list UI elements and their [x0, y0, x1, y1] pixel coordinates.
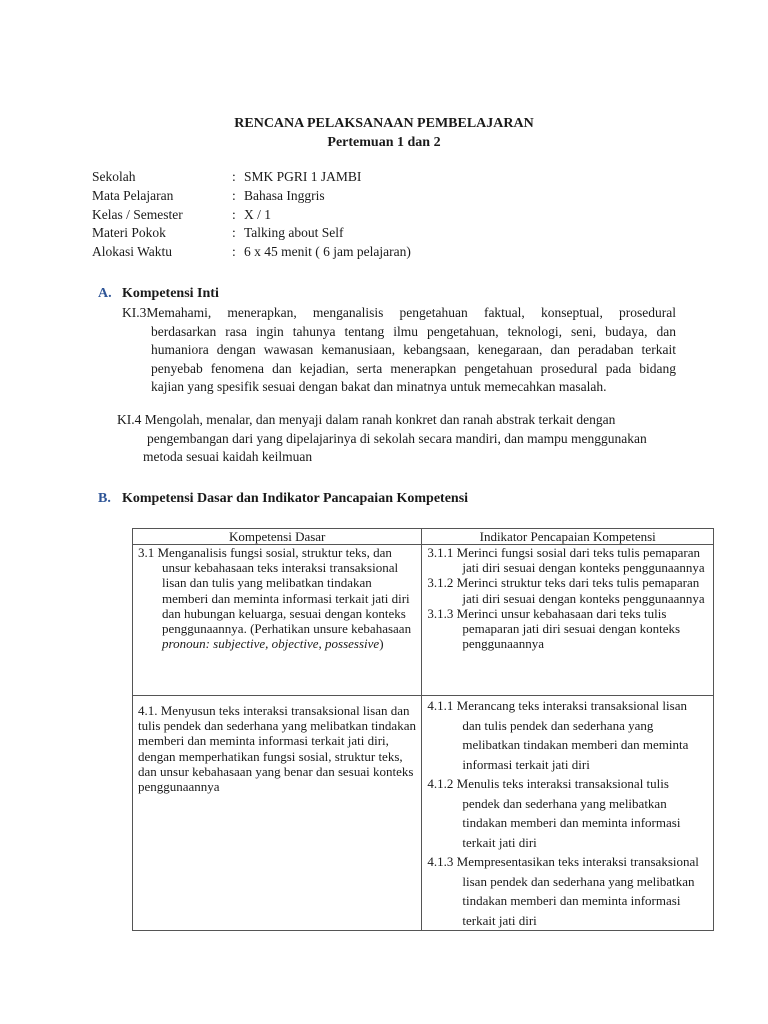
section-a-title: Kompetensi Inti — [122, 286, 219, 301]
competency-table — [132, 528, 714, 931]
info-colon: : — [232, 244, 236, 260]
info-label: Kelas / Semester — [92, 206, 183, 222]
ki3-line: berdasarkan rasa ingin tahunya tentang ilmu pengetahuan, teknologi, seni, budaya, dan — [151, 323, 676, 339]
kd-3-1-italic: pronoun: subjective, objective, possessive — [162, 636, 380, 652]
ipk-item: 4.1.1 Merancang teks interaksi transaksional lisan dan tulis pendek dan sederhana yang melibatkan tindakan memberi dan meminta informasi terkait jati diri — [427, 698, 689, 772]
ki3-line: kajian yang spesifik sesuai dengan bakat dan minatnya untuk memecahkan masalah. — [151, 379, 607, 394]
table-row — [133, 545, 714, 696]
info-label: Materi Pokok — [92, 225, 166, 241]
ipk-4-cell — [422, 696, 714, 931]
ki3-paragraph — [122, 304, 676, 397]
header-indikator: Indikator Pencapaian Kompetensi — [422, 529, 714, 545]
section-a-heading — [98, 286, 219, 302]
ki3-line: KI.3Memahami, menerapkan, menganalisis pengetahuan faktual, konseptual, prosedural — [122, 305, 676, 320]
info-colon: : — [232, 169, 236, 184]
section-b-letter: B. — [98, 491, 111, 506]
ki4-line: metoda sesuai kaidah keilmuan — [143, 449, 313, 464]
ipk-item: 3.1.3 Merinci unsur kebahasaan dari teks tulis pemaparan jati diri sesuai dengan konteks penggunaannya — [427, 605, 681, 652]
document-title: RENCANA PELAKSANAAN PEMBELAJARAN — [234, 116, 534, 131]
info-label: Mata Pelajaran — [92, 187, 174, 203]
section-a-letter: A. — [98, 286, 112, 301]
ipk-item: 4.1.2 Menulis teks interaksi transaksional tulis pendek dan sederhana yang melibatkan tindakan memberi dan meminta informasi terkait jati diri — [427, 776, 681, 850]
ki4-paragraph — [117, 411, 677, 467]
section-b-title: Kompetensi Dasar dan Indikator Pancapaian Kompetensi — [122, 491, 469, 506]
header-kompetensi-dasar: Kompetensi Dasar — [133, 529, 422, 545]
kd-4-1-text: 4.1. Menyusun teks interaksi transaksional lisan dan tulis pendek dan sederhana yang melibatkan tindakan memberi dan meminta informasi terkait jati diri, dengan memperhatikan fungsi sosial, struktur teks, dan unsur kebahasaan yang benar dan sesuai konteks penggunaannya — [138, 703, 416, 795]
table-header-row — [133, 529, 714, 545]
ki3-line: penyebab fenomena dan kejadian, serta menerapkan pengetahuan prosedural pada bidang — [151, 360, 676, 376]
info-value: SMK PGRI 1 JAMBI — [244, 169, 362, 184]
info-colon: : — [232, 206, 236, 222]
info-colon: : — [232, 225, 236, 241]
info-value: 6 x 45 menit ( 6 jam pelajaran) — [244, 244, 411, 260]
ipk-item: 3.1.2 Merinci struktur teks dari teks tulis pemaparan jati diri sesuai dengan konteks penggunaannya — [427, 575, 705, 606]
kd-3-1-closing: ) — [379, 636, 384, 652]
kd-3-1-main: 3.1 Menganalisis fungsi sosial, struktur teks, dan unsur kebahasaan teks interaksi transaksional lisan dan tulis yang melibatkan tindakan memberi dan meminta informasi terkait jati diri dan hubungan keluarga, sesuai dengan konteks penggunaannya. (Perhatikan unsure kebahasaan — [138, 545, 412, 637]
info-colon: : — [232, 187, 236, 203]
info-value: Bahasa Inggris — [244, 187, 325, 203]
ki4-line: KI.4 Mengolah, menalar, dan menyaji dalam ranah konkret dan ranah abstrak terkait dengan — [117, 412, 616, 427]
ipk-item: 4.1.3 Mempresentasikan teks interaksi transaksional lisan pendek dan sederhana yang melibatkan tindakan memberi dan meminta informasi terkait jati diri — [427, 854, 699, 928]
document-subtitle: Pertemuan 1 dan 2 — [327, 135, 441, 150]
ki3-line: humaniora dengan wawasan kemanusiaan, kebangsaan, kenegaraan, dan peradaban terkait — [151, 342, 676, 357]
ki4-line: pengembangan dari yang dipelajarinya di sekolah secara mandiri, dan mampu menggunakan — [147, 430, 647, 446]
ipk-item: 3.1.1 Merinci fungsi sosial dari teks tulis pemaparan jati diri sesuai dengan konteks penggunaannya — [427, 545, 705, 576]
info-label: Sekolah — [92, 169, 136, 184]
table-row — [133, 696, 714, 931]
kd-3-1-cell — [133, 545, 422, 696]
info-value: Talking about Self — [244, 225, 344, 241]
kd-4-1-cell — [133, 696, 422, 931]
section-b-heading — [98, 491, 468, 507]
ipk-3-cell — [422, 545, 714, 696]
kd-3-1-text — [138, 545, 416, 651]
info-value: X / 1 — [244, 206, 271, 222]
info-label: Alokasi Waktu — [92, 244, 173, 260]
